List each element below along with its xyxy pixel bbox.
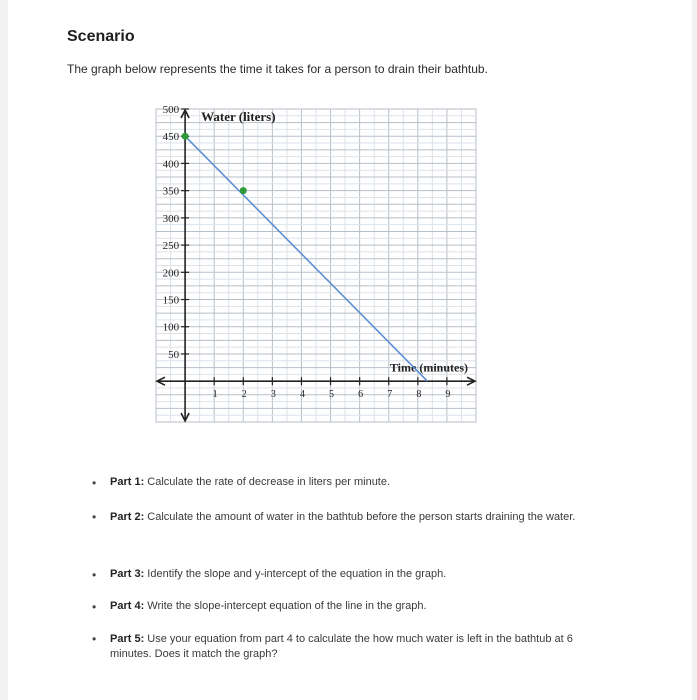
x-axis-title: Time (minutes) (389, 360, 468, 375)
x-tick-label: 4 (299, 389, 305, 401)
x-tick-label: 9 (445, 389, 451, 401)
bathtub-drain-chart (146, 97, 486, 427)
y-tick-label: 500 (162, 104, 180, 116)
x-tick-label: 6 (358, 389, 364, 401)
x-tick-label: 7 (387, 389, 393, 401)
x-tick-label: 8 (416, 389, 422, 401)
part-4-item (88, 600, 608, 632)
y-tick-label: 350 (162, 185, 180, 198)
part-3-item (88, 568, 608, 600)
part-3-label: Part 3: (110, 568, 145, 580)
page-title: Scenario (67, 28, 135, 45)
part-5-text: Use your equation from part 4 to calculate the how much water is left in the bathtub at 6 minutes. Does it match the graph? (110, 633, 573, 660)
data-point (182, 133, 189, 140)
bullet-icon: • (92, 568, 97, 582)
y-tick-label: 400 (162, 158, 180, 171)
part-2-item (88, 502, 608, 568)
part-5-item (88, 632, 580, 662)
y-tick-label: 100 (162, 321, 180, 334)
part-5-label: Part 5: (110, 633, 145, 645)
y-tick-label: 250 (162, 240, 180, 253)
part-2-text: Calculate the amount of water in the bathtub before the person starts draining the water. (144, 511, 576, 523)
part-3-text: Identify the slope and y-intercept of the equation in the graph. (144, 568, 447, 580)
question-list (88, 476, 608, 662)
y-tick-label: 150 (162, 294, 180, 307)
part-1-label: Part 1: (110, 476, 145, 488)
bullet-icon: • (92, 632, 97, 646)
y-tick-label: 300 (162, 212, 180, 225)
y-tick-label: 200 (162, 267, 180, 280)
x-tick-label: 1 (212, 389, 218, 401)
bullet-icon: • (92, 476, 97, 490)
y-tick-label: 450 (162, 131, 180, 144)
part-4-text: Write the slope-intercept equation of the line in the graph. (144, 600, 427, 612)
x-tick-label: 2 (241, 389, 247, 401)
bullet-icon: • (92, 510, 97, 524)
part-4-label: Part 4: (110, 600, 145, 612)
y-axis-title: Water (liters) (201, 109, 276, 124)
x-tick-label: 5 (329, 389, 335, 401)
intro-text: The graph below represents the time it takes for a person to drain their bathtub. (67, 62, 488, 76)
x-tick-label: 3 (270, 389, 276, 401)
data-point (240, 187, 247, 194)
y-tick-label: 50 (168, 348, 180, 361)
bullet-icon: • (92, 600, 97, 614)
part-1-text: Calculate the rate of decrease in liters per minute. (144, 476, 391, 488)
part-2-label: Part 2: (110, 511, 145, 523)
